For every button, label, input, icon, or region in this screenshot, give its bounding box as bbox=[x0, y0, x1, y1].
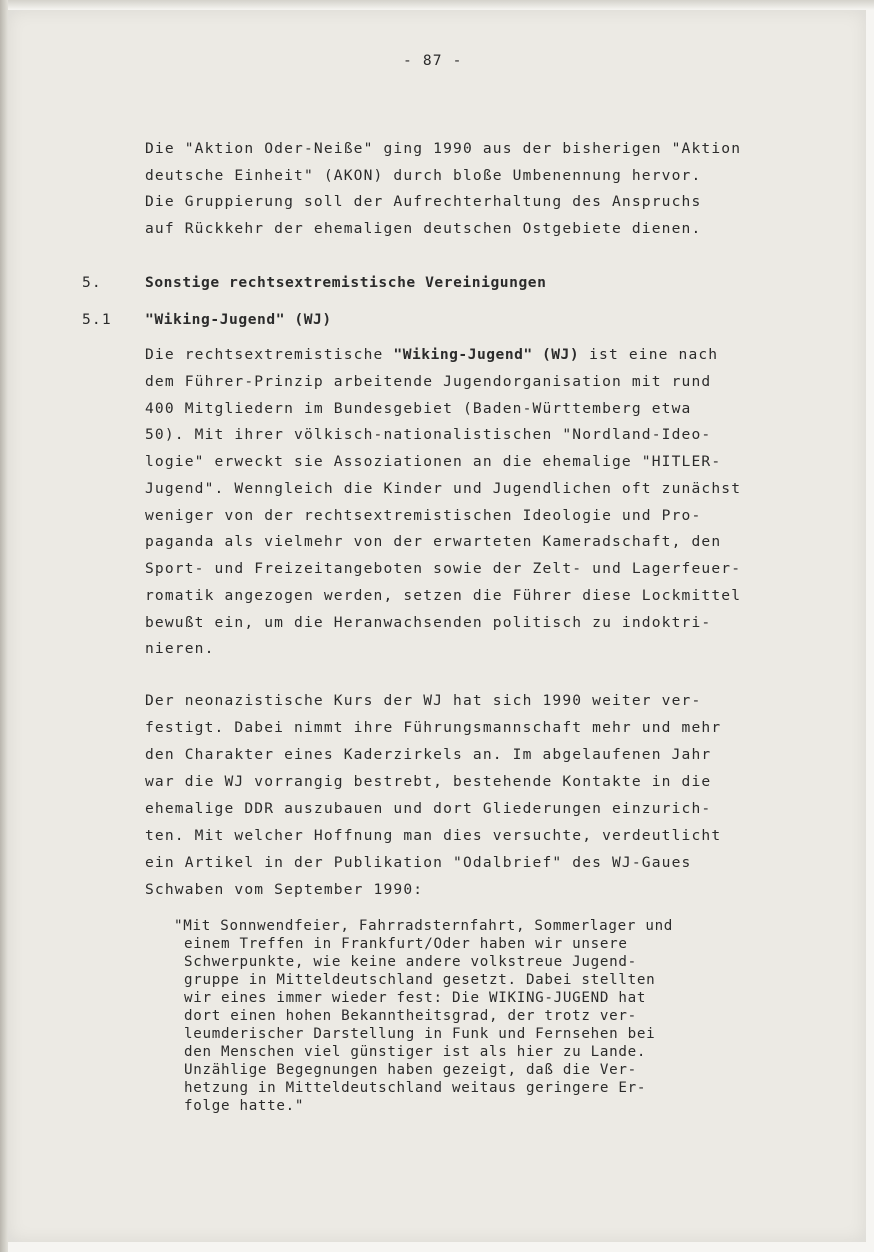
page-number: - 87 - bbox=[403, 52, 463, 69]
section-5-heading: Sonstige rechtsextremistische Vereinigungen bbox=[145, 274, 547, 291]
paragraph-line: 50). Mit ihrer völkisch-nationalistischen "Nordland-Ideo- bbox=[145, 426, 712, 443]
quote-line: wir eines immer wieder fest: Die WIKING-JUGEND hat bbox=[184, 990, 647, 1006]
paragraph-line: nieren. bbox=[145, 640, 215, 657]
paragraph-line: paganda als vielmehr von der erwarteten Kameradschaft, den bbox=[145, 533, 722, 550]
line-text: Die rechtsextremistische bbox=[145, 346, 394, 363]
paragraph-line: logie" erweckt sie Assoziationen an die ehemalige "HITLER- bbox=[145, 453, 722, 470]
quote-line: einem Treffen in Frankfurt/Oder haben wir unsere bbox=[184, 936, 628, 952]
scan-edge-left bbox=[0, 0, 8, 1252]
intro-line: Die Gruppierung soll der Aufrechterhaltung des Anspruchs bbox=[145, 193, 702, 210]
intro-line: Die "Aktion Oder-Neiße" ging 1990 aus der bisherigen "Aktion bbox=[145, 140, 742, 157]
section-5-1-number: 5.1 bbox=[82, 311, 112, 328]
paragraph-line: 400 Mitgliedern im Bundesgebiet (Baden-Württemberg etwa bbox=[145, 400, 692, 417]
quote-line: dort einen hohen Bekanntheitsgrad, der trotz ver- bbox=[184, 1008, 637, 1024]
paragraph-line: weniger von der rechtsextremistischen Ideologie und Pro- bbox=[145, 507, 702, 524]
quote-line: folge hatte." bbox=[184, 1098, 305, 1114]
paragraph-line: ehemalige DDR auszubauen und dort Gliederungen einzurich- bbox=[145, 800, 712, 817]
paragraph-line: ein Artikel in der Publikation "Odalbrief" des WJ-Gaues bbox=[145, 854, 692, 871]
paragraph-line: Jugend". Wenngleich die Kinder und Jugendlichen oft zunächst bbox=[145, 480, 742, 497]
quote-line: den Menschen viel günstiger ist als hier zu Lande. bbox=[184, 1044, 647, 1060]
bold-term: "Wiking-Jugend" (WJ) bbox=[393, 346, 580, 363]
paragraph-line: ten. Mit welcher Hoffnung man dies versuchte, verdeutlicht bbox=[145, 827, 722, 844]
quote-line: Unzählige Begegnungen haben gezeigt, daß die Ver- bbox=[184, 1062, 637, 1078]
line-text: ist eine nach bbox=[579, 346, 719, 363]
paragraph-line: romatik angezogen werden, setzen die Führer diese Lockmittel bbox=[145, 587, 742, 604]
scan-edge-top bbox=[0, 0, 874, 10]
paragraph-line: Schwaben vom September 1990: bbox=[145, 881, 424, 898]
paragraph-line: festigt. Dabei nimmt ihre Führungsmannschaft mehr und mehr bbox=[145, 719, 722, 736]
quote-line: Schwerpunkte, wie keine andere volkstreue Jugend- bbox=[184, 954, 637, 970]
paragraph-line: Sport- und Freizeitangeboten sowie der Zelt- und Lagerfeuer- bbox=[145, 560, 742, 577]
paragraph-line: war die WJ vorrangig bestrebt, bestehende Kontakte in die bbox=[145, 773, 712, 790]
paragraph-line: den Charakter eines Kaderzirkels an. Im abgelaufenen Jahr bbox=[145, 746, 712, 763]
intro-line: auf Rückkehr der ehemaligen deutschen Ostgebiete dienen. bbox=[145, 220, 702, 237]
quote-line: leumderischer Darstellung in Funk und Fernsehen bei bbox=[184, 1026, 656, 1042]
quote-line: gruppe in Mitteldeutschland gesetzt. Dabei stellten bbox=[184, 972, 656, 988]
intro-line: deutsche Einheit" (AKON) durch bloße Umbenennung hervor. bbox=[145, 167, 702, 184]
paragraph-line: Der neonazistische Kurs der WJ hat sich 1990 weiter ver- bbox=[145, 692, 702, 709]
quote-line: "Mit Sonnwendfeier, Fahrradsternfahrt, Sommerlager und bbox=[174, 918, 674, 934]
section-5-1-heading: "Wiking-Jugend" (WJ) bbox=[145, 311, 332, 328]
paragraph-line: bewußt ein, um die Heranwachsenden politisch zu indoktri- bbox=[145, 614, 712, 631]
quote-line: hetzung in Mitteldeutschland weitaus geringere Er- bbox=[184, 1080, 647, 1096]
paragraph-line: dem Führer-Prinzip arbeitende Jugendorganisation mit rund bbox=[145, 373, 712, 390]
paragraph-line bbox=[145, 346, 718, 364]
section-5-number: 5. bbox=[82, 274, 102, 291]
